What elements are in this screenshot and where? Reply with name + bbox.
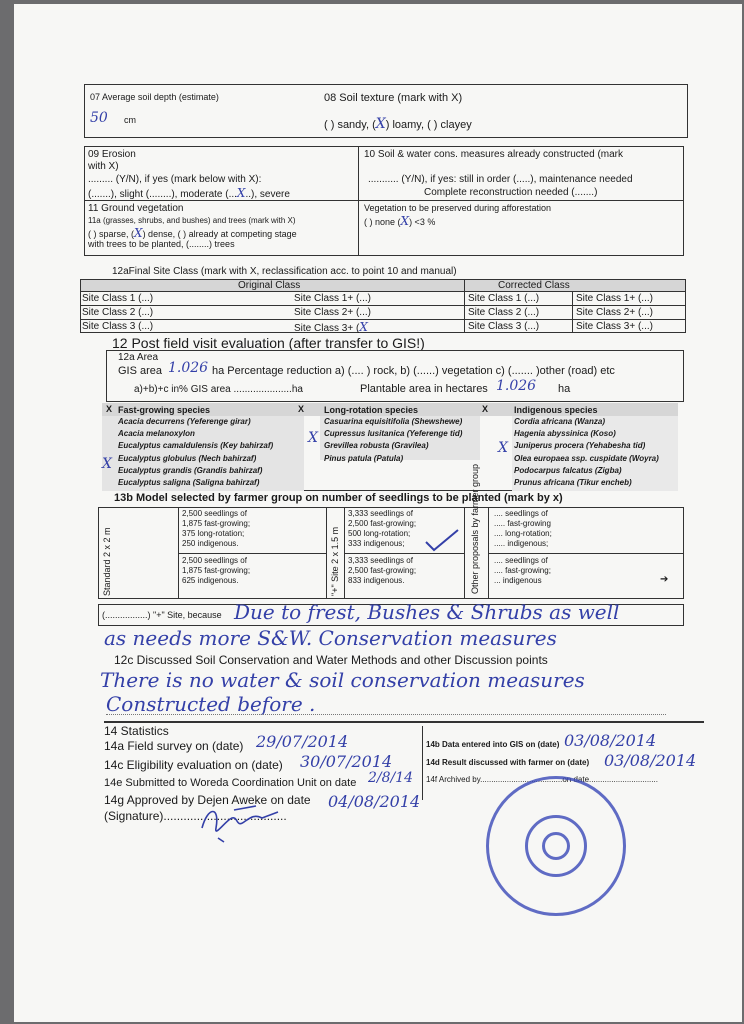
form-page [14,4,742,1022]
erosion-label: 09 Erosion [88,149,136,160]
list-item: 500 long-rotation; [348,529,411,538]
list-item: Pinus patula (Patula) [324,453,404,463]
submitted-date: 2/8/14 [368,770,414,786]
erosion-yn: ......... (Y/N), if yes (mark below with X): [88,174,262,185]
list-item: 2,500 seedlings of [182,509,247,518]
list-item: Cupressus lusitanica (Yeferenge tid) [324,429,463,439]
soil-depth-unit: cm [124,115,136,125]
swc-yn: ........... (Y/N), if yes: still in order (.....), maintenance needed [368,174,633,185]
list-item: Acacia melanoxylon [118,429,195,439]
original-class-header: Original Class [238,280,301,291]
official-stamp [486,776,626,916]
swc-label: 10 Soil & water cons. measures already constructed (mark [364,149,623,160]
list-item: 1,875 fast-growing; [182,566,251,575]
list-item: ... indigenous [494,576,542,585]
field-survey-label: 14a Field survey on (date) [104,739,244,753]
corrected-class-header: Corrected Class [498,280,570,291]
species-mark: X [498,440,508,456]
site-class-cell: Site Class 3 (...) [468,321,540,332]
ground-veg-11a: 11a (grasses, shrubs, and bushes) and trees (mark with X) [88,216,296,225]
discussed-title: 12c Discussed Soil Conservation and Water Methods and other Discussion points [114,653,548,667]
list-item: Prunus africana (Tikur encheb) [514,478,632,487]
species-x: X [298,404,305,414]
list-item: Olea europaea ssp. cuspidate (Woyra) [514,453,659,463]
list-item: Eucalyptus globulus (Nech bahirzaf) [118,453,257,463]
erosion-options: (.......), slight (........), moderate (...X..), severe [88,186,290,200]
site-class-cell: Site Class 1 (...) [82,293,154,304]
arrow-icon: ➔ [660,574,669,585]
list-item: 2,500 seedlings of [182,556,247,565]
site-class-cell: Site Class 2 (...) [82,307,154,318]
site-class-cell: Site Class 1+ (...) [294,293,371,304]
gis-area-percent: a)+b)+c in% GIS area .....................ha [134,384,303,395]
species-mark: X [308,430,318,446]
site-class-cell: Site Class 2 (...) [468,307,540,318]
because-handwriting: Due to frest, Bushes & Shrubs as well [234,600,620,624]
erosion-mark-label: with X) [88,161,119,172]
list-item: .... seedlings of [494,509,548,518]
list-item: .... long-rotation; [494,529,552,538]
other-proposals-label: Other proposals by farmer group [470,463,480,594]
list-item: 2,500 fast-growing; [348,519,417,528]
soil-texture-label: 08 Soil texture (mark with X) [324,92,463,104]
site-class-cell: Site Class 3+ (...) [576,321,653,332]
list-item: .... fast-growing; [494,566,551,575]
fast-growing-header: Fast-growing species [118,405,211,415]
gis-area-value: 1.026 [168,360,209,376]
standard-label: Standard 2 x 2 m [102,527,112,596]
site-class-cell: Site Class 1+ (...) [576,293,653,304]
veg-preserved-options: ( ) none (X) <3 % [364,214,436,228]
veg-preserved-label: Vegetation to be preserved during afforestation [364,203,551,213]
site-label: "+" Site 2 x 1.5 m [330,526,340,596]
list-item: Eucalyptus grandis (Grandis bahirzaf) [118,465,263,475]
gis-area-label: GIS area [118,365,163,377]
site-because-label: (.................) "+" Site, because [102,610,222,620]
archived-label: 14f Archived by.....................................on date............................... [426,775,658,784]
ground-veg-trees: with trees to be planted, (........) trees [88,239,235,249]
gis-entry-date: 03/08/2014 [564,731,657,750]
checkmark-icon [424,528,460,552]
result-discussed-date: 03/08/2014 [604,751,697,770]
indigenous-header: Indigenous species [514,405,598,415]
list-item: Cordia africana (Wanza) [514,417,605,426]
discussion-handwriting: Constructed before . [106,692,316,716]
approved-date: 04/08/2014 [328,792,421,811]
list-item: .... seedlings of [494,556,548,565]
gis-entry-label: 14b Data entered into GIS on (date) [426,740,560,749]
list-item: Grevillea robusta (Gravilea) [324,441,429,451]
list-item: Podocarpus falcatus (Zigba) [514,465,622,475]
list-item: 2,500 fast-growing; [348,566,417,575]
eligibility-date: 30/07/2014 [300,752,393,771]
discussion-handwriting: There is no water & soil conservation measures [100,668,585,692]
list-item: 375 long-rotation; [182,529,245,538]
statistics-title: 14 Statistics [104,724,169,738]
list-item: Acacia decurrens (Yeferenge girar) [118,417,251,426]
site-class-cell: Site Class 2+ (...) [294,307,371,318]
ground-veg-label: 11 Ground vegetation [88,203,184,214]
list-item: 333 indigenous; [348,539,405,548]
site-class-cell: Site Class 3+ (X [294,320,368,334]
plantable-area-value: 1.026 [496,378,537,394]
eligibility-label: 14c Eligibility evaluation on (date) [104,758,283,772]
signature-label: (Signature)..................................... [104,809,287,823]
list-item: ..... indigenous; [494,539,549,548]
signature [194,798,284,844]
swc-reconstruction: Complete reconstruction needed (.......) [424,187,598,198]
because-handwriting: as needs more S&W. Conservation measures [104,626,557,650]
list-item: Eucalyptus camaldulensis (Key bahirzaf) [118,441,274,451]
species-x: X [482,404,489,414]
long-rotation-header: Long-rotation species [324,405,419,415]
plantable-area-unit: ha [558,383,571,395]
result-discussed-label: 14d Result discussed with farmer on (date) [426,758,590,767]
list-item: Eucalyptus saligna (Saligna bahirzaf) [118,478,260,487]
area-label: 12a Area [118,352,159,363]
list-item: 250 indigenous. [182,539,239,548]
list-item: Juniperus procera (Yehabesha tid) [514,441,646,451]
list-item: 3,333 seedlings of [348,509,413,518]
ground-veg-density: ( ) sparse, (X) dense, ( ) already at competing stage [88,226,297,240]
list-item: 833 indigenous. [348,576,405,585]
site-class-cell: Site Class 3 (...) [82,321,154,332]
site-class-cell: Site Class 1 (...) [468,293,540,304]
model-selected-title: 13b Model selected by farmer group on number of seedlings to be planted (mark by x) [114,492,563,504]
post-field-visit-title: 12 Post field visit evaluation (after transfer to GIS!) [112,335,425,351]
soil-depth-value: 50 [90,110,108,126]
species-mark: X [102,456,112,472]
list-item: Casuarina equisitifolia (Shewshewe) [324,417,463,426]
list-item: ..... fast-growing [494,519,551,528]
list-item: 1,875 fast-growing; [182,519,251,528]
plantable-area-label: Plantable area in hectares [360,383,488,395]
site-class-title: 12aFinal Site Class (mark with X, reclassification acc. to point 10 and manual) [112,266,457,277]
approved-label: 14g Approved by Dejen Aweke on date [104,793,311,807]
soil-depth-label: 07 Average soil depth (estimate) [90,92,219,102]
submitted-label: 14e Submitted to Woreda Coordination Unit on date [104,777,357,789]
list-item: 3,333 seedlings of [348,556,413,565]
species-x: X [106,404,113,414]
field-survey-date: 29/07/2014 [256,732,349,751]
percentage-reduction: ha Percentage reduction a) (.... ) rock, b) (......) vegetation c) (....... )other (road) etc [212,365,615,377]
site-class-cell: Site Class 2+ (...) [576,307,653,318]
list-item: Hagenia abyssinica (Koso) [514,429,616,439]
soil-texture-options: ( ) sandy, (X) loamy, ( ) clayey [324,116,472,132]
list-item: 625 indigenous. [182,576,239,585]
